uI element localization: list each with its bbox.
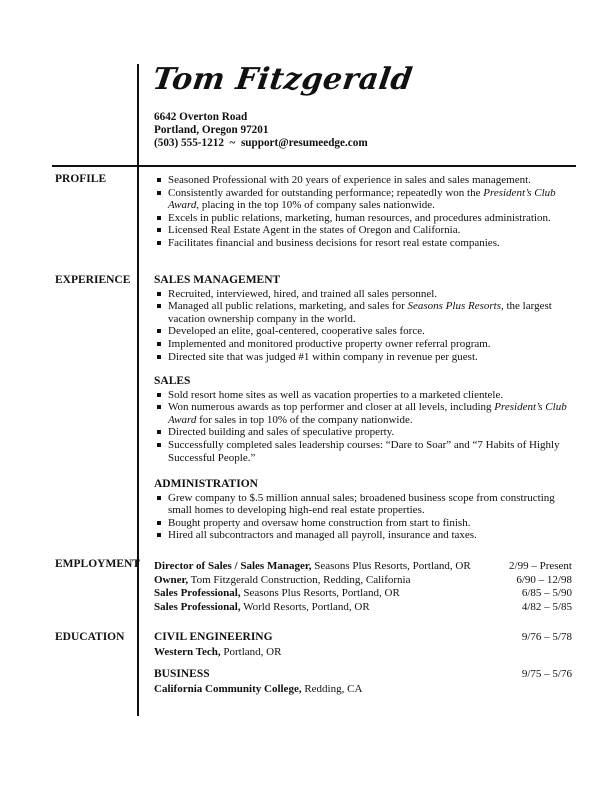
bullet-list [154,288,574,364]
contact-block [154,111,368,150]
phone: (503) 555-1212 [154,137,224,149]
employment-row: Sales Professional, World Resorts, Portland, OR 4/82 – 5/85 [154,600,572,613]
list-item: Hired all subcontractors and managed all payroll, insurance and taxes. [154,529,574,542]
list-item: Won numerous awards as top performer and closer at all levels, including President’s Club Award for sales in top 10% of the company nationwide. [154,401,574,426]
profile-section [154,174,574,250]
dates: 4/82 – 5/85 [521,600,572,613]
list-item: Implemented and monitored productive property owner referral program. [154,338,574,351]
candidate-name: Tom Fitzgerald [150,62,415,97]
list-item: Consistently awarded for outstanding performance; repeatedly won the President’s Club Award, placing in the top 10% of company sales nationwide. [154,187,574,212]
email: support@resumeedge.com [240,137,368,149]
experience-sales-management [154,274,574,363]
employment-row: Owner, Tom Fitzgerald Construction, Redding, California 6/90 – 12/98 [154,573,572,586]
degree: BUSINESS [154,668,210,680]
list-item: Successfully completed sales leadership courses: “Dare to Soar” and “7 Habits of Highly Successful People.” [154,439,574,464]
profile-list [154,174,574,250]
list-item: Facilitates financial and business decisions for resort real estate companies. [154,237,574,250]
school: Western Tech, [154,645,221,658]
address-line-1: 6642 Overton Road [154,111,248,123]
education-entry: CIVIL ENGINEERING 9/76 – 5/78 Western Tech, Portland, OR [154,631,572,658]
list-item: Directed building and sales of speculative property. [154,426,574,439]
education-entry: BUSINESS 9/75 – 5/76 California Community College, Redding, CA [154,668,572,695]
section-label-education: EDUCATION [55,631,125,643]
list-item: Recruited, interviewed, hired, and trained all sales personnel. [154,288,574,301]
bullet-list [154,389,574,465]
dates: 9/76 – 5/78 [521,631,572,643]
subheading: SALES [154,375,191,387]
header-rule [52,165,576,167]
list-item: Managed all public relations, marketing, and sales for Seasons Plus Resorts, the largest vacation ownership company in the world. [154,300,574,325]
dates: 9/75 – 5/76 [521,668,572,680]
list-item: Developed an elite, goal-centered, cooperative sales force. [154,325,574,338]
employment-row: Director of Sales / Sales Manager, Seasons Plus Resorts, Portland, OR 2/99 – Present [154,560,572,572]
list-item: Grew company to $.5 million annual sales; broadened business scope from constructing small homes to developing high-end real estate properties. [154,492,574,517]
list-item: Sold resort home sites as well as vacation properties to a marketed clientele. [154,389,574,402]
address-line-2: Portland, Oregon 97201 [154,124,269,136]
vertical-divider [137,64,139,716]
list-item: Licensed Real Estate Agent in the states of Oregon and California. [154,224,574,237]
phone-email-line [154,137,368,150]
dates: 6/85 – 5/90 [521,587,572,600]
experience-sales [154,375,574,464]
school: California Community College, [154,682,302,695]
list-item: Excels in public relations, marketing, human resources, and procedures administration. [154,212,574,225]
employment-row: Sales Professional, Seasons Plus Resorts, Portland, OR 6/85 – 5/90 [154,587,572,600]
section-label-profile: PROFILE [55,173,107,185]
section-label-employment: EMPLOYMENT [55,558,140,570]
section-label-experience: EXPERIENCE [55,274,131,286]
employment-section [154,560,572,614]
bullet-list [154,492,574,542]
separator: ~ [229,137,236,149]
subheading: ADMINISTRATION [154,478,258,490]
experience-administration [154,478,574,542]
list-item: Bought property and oversaw home construction from start to finish. [154,517,574,530]
list-item: Directed site that was judged #1 within company in revenue per guest. [154,351,574,364]
degree: CIVIL ENGINEERING [154,631,273,643]
subheading: SALES MANAGEMENT [154,274,281,286]
list-item: Seasoned Professional with 20 years of experience in sales and sales management. [154,174,574,187]
dates: 6/90 – 12/98 [516,573,572,586]
dates: 2/99 – Present [509,560,572,572]
